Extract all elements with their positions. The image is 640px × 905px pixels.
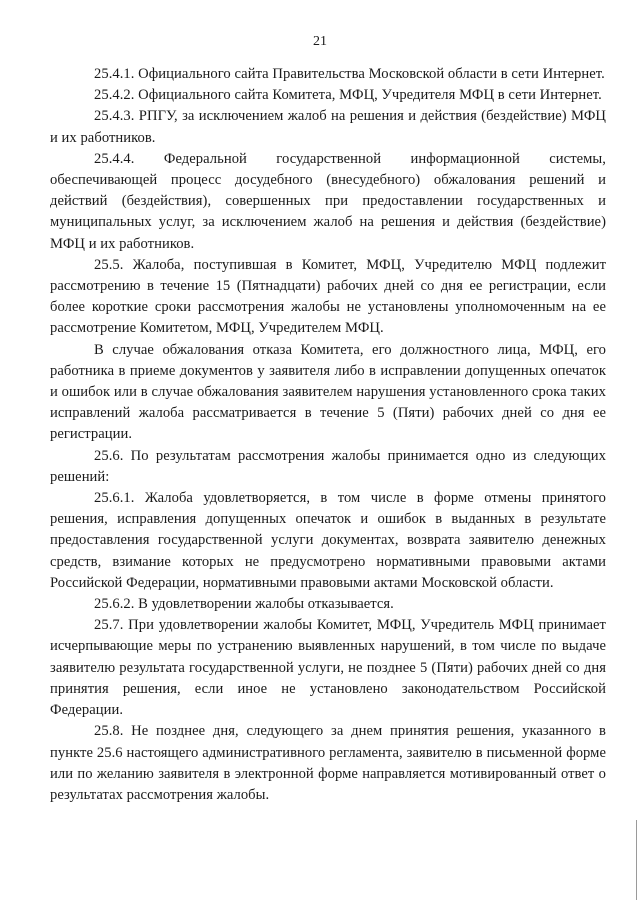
paragraph-25-4-4: 25.4.4. Федеральной государственной информационной системы, обеспечивающей процесс досудебного (внесудебного) обжалования решений и действий (бездействия), совершенных при предоставлении государственных и муниципальных услуг, за исключением жалоб на решения и действия (бездействие) МФЦ и их работников. [50, 150, 606, 252]
paragraph-25-6-1: 25.6.1. Жалоба удовлетворяется, в том числе в форме отмены принятого решения, исправления допущенных опечаток и ошибок в выданных в результате предоставления государственной услуги документах, возврата заявителю денежных средств, взимание которых не предусмотрено нормативными правовыми актами Российской Федерации, нормативными правовыми актами Московской области. [50, 490, 606, 591]
paragraph-25-6: 25.6. По результатам рассмотрения жалобы принимается одно из следующих решений: [50, 447, 606, 485]
document-body [50, 64, 606, 806]
paragraph-25-5-refusal: В случае обжалования отказа Комитета, его должностного лица, МФЦ, его работника в приеме документов у заявителя либо в исправлении допущенных опечаток и ошибок или в случае обжалования заявителем нарушения установленного срока таких исправлений жалоба рассматривается в течение 5 (Пяти) рабочих дней со дня ее регистрации. [50, 341, 606, 443]
paragraph-25-6-2: 25.6.2. В удовлетворении жалобы отказывается. [94, 596, 394, 613]
scan-edge-line [636, 820, 637, 900]
paragraph-25-8: 25.8. Не позднее дня, следующего за днем принятия решения, указанного в пункте 25.6 настоящего административного регламента, заявителю в письменной форме или по желанию заявителя в электронной форме направляется мотивированный ответ о результатах рассмотрения жалобы. [50, 723, 606, 803]
paragraph-25-4-3: 25.4.3. РПГУ, за исключением жалоб на решения и действия (бездействие) МФЦ и их работников. [50, 108, 606, 146]
paragraph-25-7: 25.7. При удовлетворении жалобы Комитет, МФЦ, Учредитель МФЦ принимает исчерпывающие меры по устранению выявленных нарушений, в том числе по выдаче заявителю результата государственной услуги, не позднее 5 (Пяти) рабочих дней со дня принятия решения, если иное не установлено законодательством Российской Федерации. [50, 617, 606, 719]
paragraph-25-4-1: 25.4.1. Официального сайта Правительства Московской области в сети Интернет. [94, 66, 605, 82]
paragraph-25-5: 25.5. Жалоба, поступившая в Комитет, МФЦ, Учредителю МФЦ подлежит рассмотрению в течение 15 (Пятнадцати) рабочих дней со дня ее регистрации, если более короткие сроки рассмотрения жалобы не установлены уполномоченным на ее рассмотрение Комитетом, МФЦ, Учредителем МФЦ. [50, 256, 606, 337]
paragraph-25-4-2: 25.4.2. Официального сайта Комитета, МФЦ, Учредителя МФЦ в сети Интернет. [94, 87, 602, 104]
page-number: 21 [313, 34, 327, 49]
